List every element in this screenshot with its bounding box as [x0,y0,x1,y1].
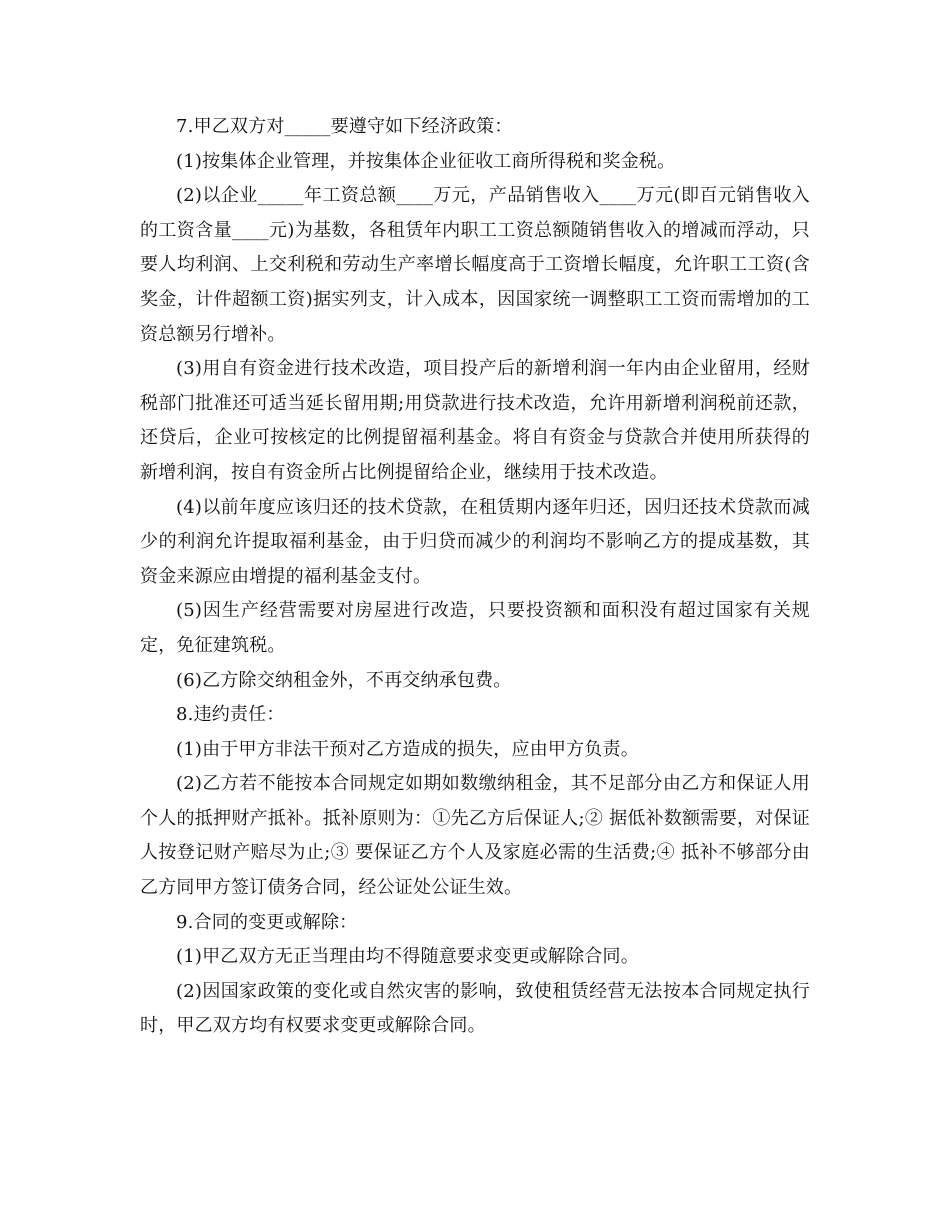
paragraph-8-1: (1)由于甲方非法干预对乙方造成的损失，应由甲方负责。 [176,738,639,760]
paragraph-7-4: (4)以前年度应该归还的技术贷款，在租赁期内逐年归还，因归还技术贷款而减少的利润允许提取福利基金，由于归贷而减少的利润均不影响乙方的提成基数，其资金来源应由增提的福利基金支付。 [140,496,810,587]
paragraph-7-heading: 7.甲乙双方对_____要遵守如下经济政策： [176,116,513,137]
paragraph-8-2: (2)乙方若不能按本合同规定如期如数缴纳租金，其不足部分由乙方和保证人用个人的抵押财产抵补。抵补原则为：①先乙方后保证人;② 据低补数额需要，对保证人按登记财产赔尽为止;③ 要保证乙方个人及家庭必需的生活费;④ 抵补不够部分由乙方同甲方签订债务合同，经公证处公证生效。 [140,773,810,899]
paragraph-7-1: (1)按集体企业管理，并按集体企业征收工商所得税和奖金税。 [176,150,676,172]
paragraph-7-2: (2)以企业_____年工资总额____万元，产品销售收入____万元(即百元销售收入的工资含量____元)为基数，各租赁年内职工工资总额随销售收入的增减而浮动，只要人均利润、上交利税和劳动生产率增长幅度高于工资增长幅度，允许职工工资(含奖金，计件超额工资)据实列支，计入成本，因国家统一调整职工工资而需增加的工资总额另行增补。 [140,185,810,345]
paragraph-9-2: (2)因国家政策的变化或自然灾害的影响，致使租赁经营无法按本合同规定执行时，甲乙双方均有权要求变更或解除合同。 [140,980,810,1037]
paragraph-7-6: (6)乙方除交纳租金外，不再交纳承包费。 [176,669,512,691]
paragraph-8-heading: 8.违约责任： [176,704,285,726]
paragraph-9-heading: 9.合同的变更或解除： [176,911,358,933]
paragraph-9-1: (1)甲乙双方无正当理由均不得随意要求变更或解除合同。 [176,946,639,968]
paragraph-7-5: (5)因生产经营需要对房屋进行改造，只要投资额和面积没有超过国家有关规定，免征建筑税。 [140,600,810,656]
paragraph-7-3: (3)用自有资金进行技术改造，项目投产后的新增利润一年内由企业留用，经财税部门批准还可适当延长留用期;用贷款进行技术改造，允许用新增利润税前还款，还贷后，企业可按核定的比例提留福利基金。将自有资金与贷款合并使用所获得的新增利润，按自有资金所占比例提留给企业，继续用于技术改造。 [140,358,810,483]
document-body [140,110,810,1044]
